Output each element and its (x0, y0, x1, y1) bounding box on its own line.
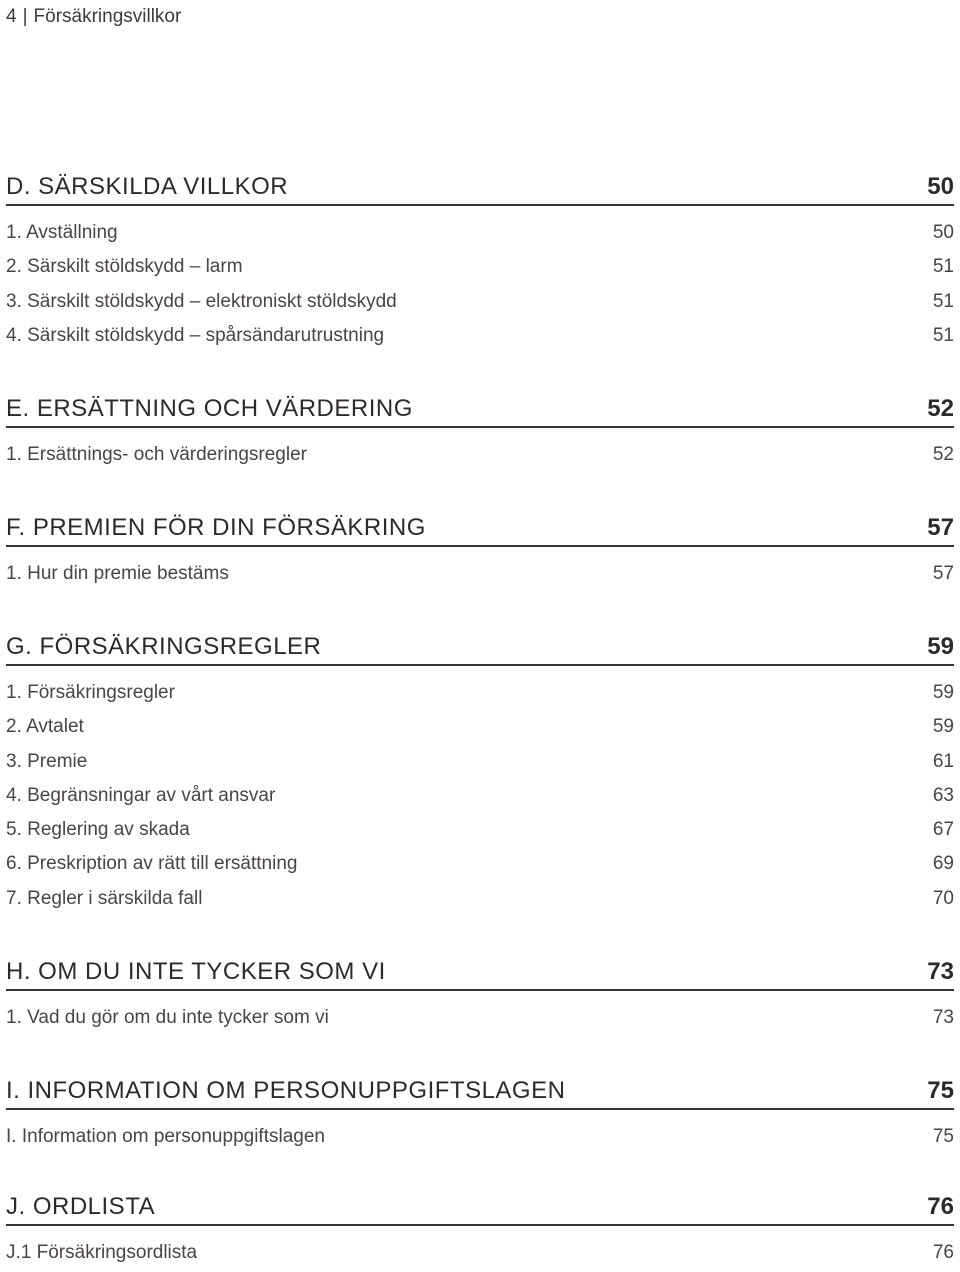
page-number: 4 (6, 6, 17, 27)
item-label: 3. Premie (6, 750, 88, 772)
item-page: 51 (932, 324, 954, 346)
item-page: 70 (932, 887, 954, 909)
running-header (6, 6, 181, 28)
toc-item[interactable] (6, 882, 954, 916)
item-label: 1. Hur din premie bestäms (6, 563, 229, 584)
toc-section-e (6, 392, 954, 472)
toc-item[interactable] (6, 676, 954, 710)
section-heading[interactable] (6, 955, 954, 991)
item-page: 59 (932, 682, 954, 703)
section-title: D. SÄRSKILDA VILLKOR (6, 173, 289, 200)
item-label: 1. Vad du gör om du inte tycker som vi (6, 1007, 329, 1028)
section-heading[interactable] (6, 1190, 954, 1226)
section-title: G. FÖRSÄKRINGSREGLER (6, 633, 322, 660)
section-heading[interactable] (6, 392, 954, 428)
toc-item[interactable] (6, 1120, 954, 1154)
item-page: 73 (932, 1007, 954, 1028)
section-heading[interactable] (6, 1074, 954, 1110)
toc-item[interactable] (6, 847, 954, 881)
toc-item[interactable] (6, 438, 954, 472)
toc-section-f (6, 511, 954, 591)
item-label: 3. Särskilt stöldskydd – elektroniskt stöldskydd (6, 290, 397, 312)
item-label: 2. Särskilt stöldskydd – larm (6, 256, 243, 278)
toc-item[interactable] (6, 1001, 954, 1035)
item-label: 5. Reglering av skada (6, 819, 190, 841)
item-label: 6. Preskription av rätt till ersättning (6, 853, 298, 875)
toc-item[interactable] (6, 319, 954, 353)
toc-section-h (6, 955, 954, 1035)
item-label: J.1 Försäkringsordlista (6, 1242, 198, 1263)
document-title: Försäkringsvillkor (33, 6, 182, 27)
toc-item[interactable] (6, 557, 954, 591)
item-page: 75 (932, 1126, 954, 1147)
item-page: 76 (932, 1242, 954, 1263)
section-heading[interactable] (6, 170, 954, 206)
section-title: F. PREMIEN FÖR DIN FÖRSÄKRING (6, 514, 426, 541)
toc-item[interactable] (6, 285, 954, 319)
item-page: 57 (932, 563, 954, 584)
toc-item[interactable] (6, 813, 954, 847)
section-title: H. OM DU INTE TYCKER SOM VI (6, 958, 386, 985)
section-page: 57 (927, 514, 954, 541)
section-title: E. ERSÄTTNING OCH VÄRDERING (6, 395, 413, 422)
toc-item[interactable] (6, 779, 954, 813)
item-page: 61 (932, 750, 954, 772)
item-page: 50 (932, 222, 954, 243)
item-page: 52 (932, 444, 954, 465)
item-page: 67 (932, 819, 954, 841)
toc-item[interactable] (6, 250, 954, 284)
section-page: 73 (927, 958, 954, 985)
item-label: 1. Avställning (6, 222, 118, 243)
section-page: 50 (927, 173, 954, 200)
section-page: 75 (927, 1077, 954, 1104)
header-separator: | (22, 6, 28, 27)
item-page: 51 (932, 256, 954, 278)
toc-section-g (6, 630, 954, 916)
section-heading[interactable] (6, 511, 954, 547)
toc-item[interactable] (6, 216, 954, 250)
toc-item[interactable] (6, 1236, 954, 1270)
toc-section-i (6, 1074, 954, 1154)
toc-item[interactable] (6, 710, 954, 744)
item-label: 7. Regler i särskilda fall (6, 887, 203, 909)
section-page: 52 (927, 395, 954, 422)
toc-section-j (6, 1190, 954, 1270)
item-page: 51 (932, 290, 954, 312)
item-page: 69 (932, 853, 954, 875)
section-title: I. INFORMATION OM PERSONUPPGIFTSLAGEN (6, 1077, 566, 1104)
section-heading[interactable] (6, 630, 954, 666)
item-label: 1. Ersättnings- och värderingsregler (6, 444, 307, 465)
item-page: 59 (932, 716, 954, 738)
section-page: 59 (927, 633, 954, 660)
item-page: 63 (932, 784, 954, 806)
item-label: 4. Särskilt stöldskydd – spårsändarutrustning (6, 324, 385, 346)
item-label: 2. Avtalet (6, 716, 84, 738)
item-label: 4. Begränsningar av vårt ansvar (6, 784, 276, 806)
section-title: J. ORDLISTA (6, 1193, 156, 1220)
section-page: 76 (927, 1193, 954, 1220)
item-label: 1. Försäkringsregler (6, 682, 175, 703)
toc-item[interactable] (6, 745, 954, 779)
item-label: I. Information om personuppgiftslagen (6, 1126, 325, 1147)
toc-section-d (6, 170, 954, 353)
